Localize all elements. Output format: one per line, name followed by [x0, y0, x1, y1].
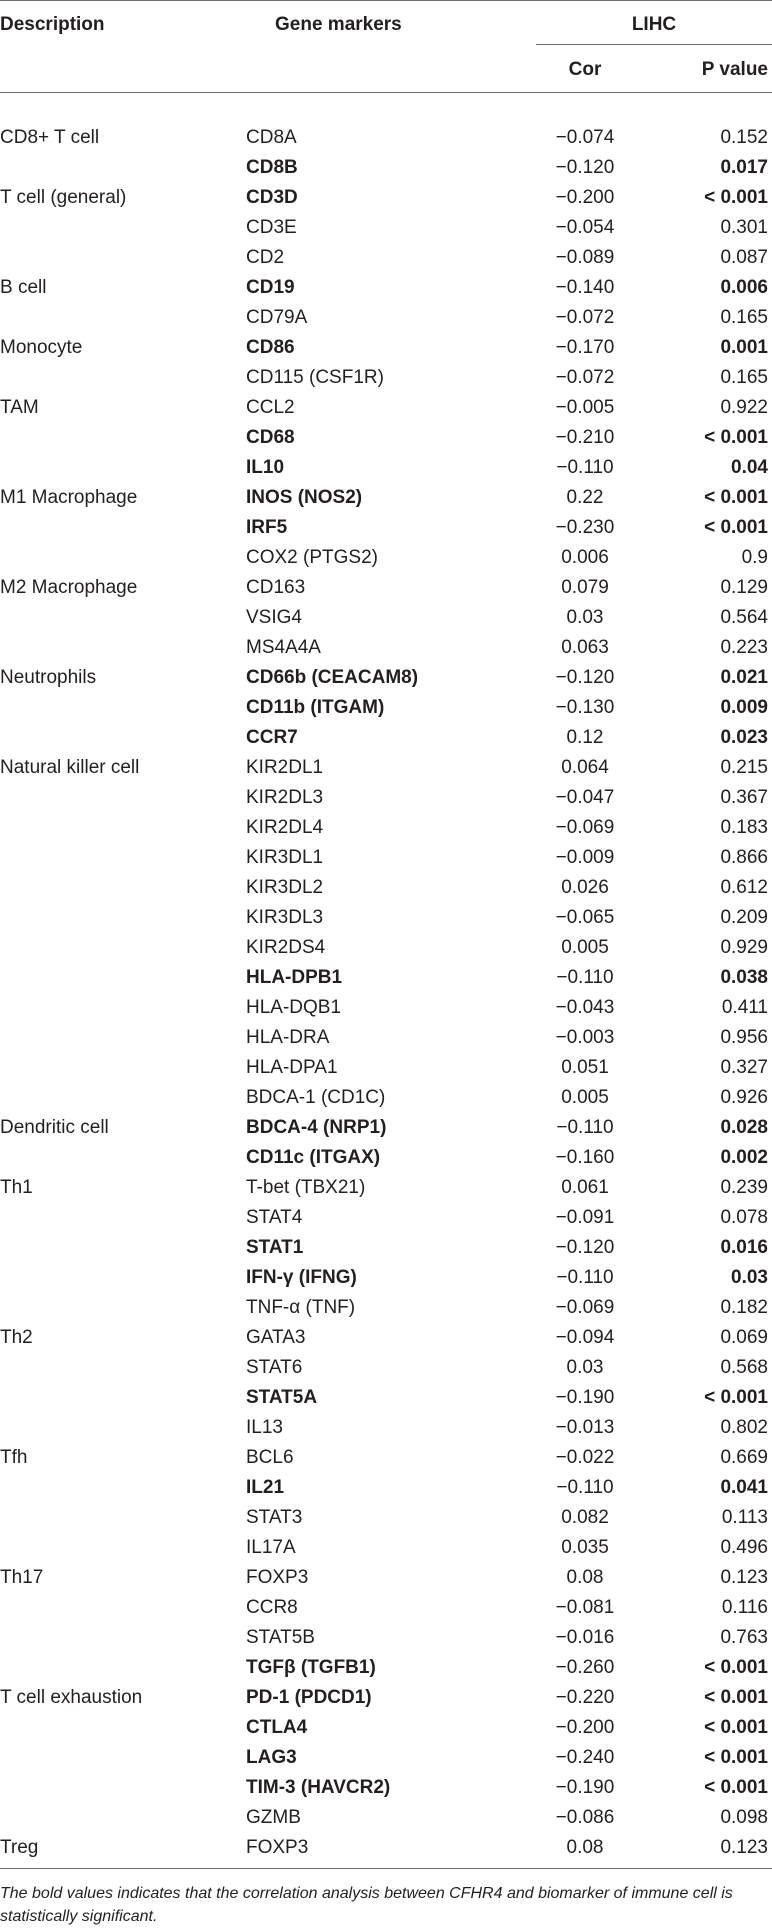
cell-p-value: 0.367: [720, 787, 768, 808]
cell-cor: −0.069: [555, 1297, 615, 1318]
table-row: [0, 1683, 772, 1713]
cell-gene-marker: VSIG4: [246, 607, 302, 628]
cell-gene-marker: CD2: [246, 247, 285, 268]
cell-p-value: 0.9: [741, 547, 768, 568]
table-row: [0, 1323, 772, 1353]
table-row: [0, 1353, 772, 1383]
cell-cor: 0.03: [566, 607, 604, 628]
header-description: Description: [0, 14, 105, 35]
cell-cor: −0.091: [555, 1207, 615, 1228]
cell-gene-marker: HLA-DPA1: [246, 1057, 338, 1078]
cell-p-value: 0.041: [720, 1477, 768, 1498]
cell-cor: −0.140: [555, 277, 615, 298]
cell-description: M1 Macrophage: [0, 487, 138, 508]
cell-cor: 0.08: [566, 1837, 604, 1858]
cell-gene-marker: FOXP3: [246, 1567, 309, 1588]
cell-cor: −0.009: [555, 847, 615, 868]
cell-gene-marker: STAT4: [246, 1207, 303, 1228]
cell-gene-marker: TGFβ (TGFB1): [246, 1657, 376, 1678]
cell-cor: 0.035: [561, 1537, 609, 1558]
cell-cor: 0.22: [566, 487, 604, 508]
cell-gene-marker: MS4A4A: [246, 637, 321, 658]
cell-cor: 0.082: [561, 1507, 609, 1528]
cell-cor: 0.064: [561, 757, 609, 778]
table-row: [0, 603, 772, 633]
cell-cor: −0.072: [555, 307, 615, 328]
cell-p-value: < 0.001: [704, 1777, 768, 1798]
table-body: [0, 123, 772, 1863]
header-cor: Cor: [568, 59, 602, 80]
cell-cor: −0.003: [555, 1027, 615, 1048]
cell-cor: −0.200: [555, 187, 615, 208]
cell-gene-marker: CD163: [246, 577, 306, 598]
cell-gene-marker: HLA-DPB1: [246, 967, 343, 988]
cell-gene-marker: FOXP3: [246, 1837, 309, 1858]
cell-p-value: 0.926: [720, 1087, 768, 1108]
cell-cor: 0.006: [561, 547, 609, 568]
table-row: [0, 483, 772, 513]
cell-p-value: < 0.001: [704, 487, 768, 508]
table-row: [0, 663, 772, 693]
table-row: [0, 1653, 772, 1683]
cell-p-value: 0.009: [720, 697, 768, 718]
table-row: [0, 1773, 772, 1803]
table-footnote: The bold values indicates that the correlation analysis between CFHR4 and biomarker of immune cell is statistically significant.: [0, 1885, 733, 1925]
table-row: [0, 903, 772, 933]
table-row: [0, 693, 772, 723]
cell-description: M2 Macrophage: [0, 577, 138, 598]
cell-p-value: 0.016: [720, 1237, 768, 1258]
cell-cor: 0.026: [561, 877, 609, 898]
table-row: [0, 423, 772, 453]
table-row: [0, 363, 772, 393]
cell-gene-marker: LAG3: [246, 1747, 297, 1768]
cell-p-value: 0.327: [720, 1057, 768, 1078]
cell-p-value: 0.496: [720, 1537, 768, 1558]
cell-gene-marker: INOS (NOS2): [246, 487, 363, 508]
cell-gene-marker: STAT5A: [246, 1387, 318, 1408]
cell-gene-marker: CCR8: [246, 1597, 298, 1618]
cell-gene-marker: HLA-DQB1: [246, 997, 342, 1018]
cell-cor: 0.03: [566, 1357, 604, 1378]
table-row: [0, 1293, 772, 1323]
table-row: [0, 1233, 772, 1263]
cell-cor: −0.130: [555, 697, 615, 718]
table-row: [0, 723, 772, 753]
cell-p-value: 0.239: [720, 1177, 768, 1198]
cell-description: CD8+ T cell: [0, 127, 100, 148]
cell-gene-marker: IL10: [246, 457, 285, 478]
table-row: [0, 843, 772, 873]
table-row: [0, 1263, 772, 1293]
cell-p-value: 0.223: [720, 637, 768, 658]
cell-cor: −0.230: [555, 517, 615, 538]
cell-gene-marker: CD79A: [246, 307, 308, 328]
top-rule: [0, 0, 772, 1]
cell-p-value: 0.669: [720, 1447, 768, 1468]
cell-gene-marker: STAT5B: [246, 1627, 315, 1648]
cell-gene-marker: CD8B: [246, 157, 298, 178]
cell-p-value: 0.03: [731, 1267, 768, 1288]
cell-cor: −0.160: [555, 1147, 615, 1168]
table-row: [0, 993, 772, 1023]
cell-cor: −0.016: [555, 1627, 615, 1648]
cell-cor: 0.063: [561, 637, 609, 658]
cell-description: Neutrophils: [0, 667, 97, 688]
cell-cor: −0.022: [555, 1447, 615, 1468]
table-row: [0, 1083, 772, 1113]
cell-p-value: 0.165: [720, 367, 768, 388]
cell-cor: −0.240: [555, 1747, 615, 1768]
cell-gene-marker: KIR3DL2: [246, 877, 324, 898]
table-row: [0, 1473, 772, 1503]
cell-gene-marker: GZMB: [246, 1807, 301, 1828]
cell-gene-marker: IL21: [246, 1477, 285, 1498]
table-row: [0, 1713, 772, 1743]
cell-gene-marker: COX2 (PTGS2): [246, 547, 378, 568]
cell-gene-marker: CD11c (ITGAX): [246, 1147, 381, 1168]
cell-cor: −0.110: [556, 1267, 614, 1288]
table-row: [0, 543, 772, 573]
table-row: [0, 1533, 772, 1563]
cell-cor: −0.190: [555, 1387, 615, 1408]
cell-gene-marker: GATA3: [246, 1327, 306, 1348]
cell-p-value: 0.001: [720, 337, 768, 358]
cell-gene-marker: CD3E: [246, 217, 297, 238]
cell-gene-marker: BCL6: [246, 1447, 294, 1468]
cell-p-value: 0.956: [720, 1027, 768, 1048]
cell-gene-marker: KIR3DL3: [246, 907, 324, 928]
table-row: [0, 1413, 772, 1443]
table-row: [0, 1113, 772, 1143]
cell-cor: −0.110: [556, 1477, 614, 1498]
table-row: [0, 243, 772, 273]
cell-p-value: 0.802: [720, 1417, 768, 1438]
cell-gene-marker: CD11b (ITGAM): [246, 697, 385, 718]
cell-description: Th2: [0, 1327, 33, 1348]
cell-gene-marker: KIR3DL1: [246, 847, 324, 868]
table-row: [0, 963, 772, 993]
cell-gene-marker: CD19: [246, 277, 295, 298]
table-row: [0, 513, 772, 543]
cell-gene-marker: BDCA-4 (NRP1): [246, 1117, 387, 1138]
cell-p-value: 0.098: [720, 1807, 768, 1828]
cell-gene-marker: STAT6: [246, 1357, 303, 1378]
cell-p-value: 0.929: [720, 937, 768, 958]
bottom-rule: [0, 1868, 772, 1869]
cell-description: Treg: [0, 1837, 39, 1858]
cell-p-value: 0.866: [720, 847, 768, 868]
cell-p-value: 0.301: [720, 217, 768, 238]
cell-gene-marker: STAT3: [246, 1507, 303, 1528]
cell-gene-marker: CCR7: [246, 727, 298, 748]
cell-cor: −0.081: [555, 1597, 615, 1618]
cell-p-value: 0.209: [720, 907, 768, 928]
cell-gene-marker: KIR2DL3: [246, 787, 324, 808]
table-row: [0, 753, 772, 783]
cell-gene-marker: HLA-DRA: [246, 1027, 330, 1048]
cell-p-value: 0.922: [720, 397, 768, 418]
cell-description: T cell (general): [0, 187, 127, 208]
table-row: [0, 1593, 772, 1623]
cell-p-value: 0.152: [720, 127, 768, 148]
cell-p-value: < 0.001: [704, 517, 768, 538]
cell-gene-marker: CCL2: [246, 397, 295, 418]
cell-cor: −0.260: [555, 1657, 615, 1678]
table-row: [0, 183, 772, 213]
table-row: [0, 873, 772, 903]
cell-gene-marker: CD66b (CEACAM8): [246, 667, 419, 688]
cell-p-value: 0.411: [721, 997, 768, 1018]
cell-gene-marker: IRF5: [246, 517, 288, 538]
cell-cor: −0.089: [555, 247, 615, 268]
cell-p-value: 0.069: [720, 1327, 768, 1348]
cell-p-value: 0.183: [720, 817, 768, 838]
table-row: [0, 933, 772, 963]
cell-p-value: 0.763: [720, 1627, 768, 1648]
cell-gene-marker: CD3D: [246, 187, 298, 208]
group-rule: [536, 44, 772, 45]
table-row: [0, 1563, 772, 1593]
table-row: [0, 783, 772, 813]
table-row: [0, 123, 772, 153]
cell-cor: −0.047: [555, 787, 615, 808]
cell-cor: 0.08: [566, 1567, 604, 1588]
cell-p-value: < 0.001: [704, 427, 768, 448]
table-row: [0, 1023, 772, 1053]
table-row: [0, 393, 772, 423]
cell-cor: −0.190: [555, 1777, 615, 1798]
cell-p-value: < 0.001: [704, 1747, 768, 1768]
table-row: [0, 1443, 772, 1473]
cell-cor: −0.054: [555, 217, 615, 238]
cell-cor: −0.120: [555, 157, 615, 178]
cell-cor: −0.170: [555, 337, 615, 358]
cell-p-value: 0.021: [720, 667, 768, 688]
header-gene-markers: Gene markers: [275, 14, 402, 35]
cell-p-value: 0.215: [720, 757, 768, 778]
cell-p-value: 0.612: [720, 877, 768, 898]
cell-cor: −0.043: [555, 997, 615, 1018]
cell-cor: −0.069: [555, 817, 615, 838]
table-row: [0, 1743, 772, 1773]
cell-description: B cell: [0, 277, 47, 298]
cell-gene-marker: IL13: [246, 1417, 283, 1438]
cell-cor: −0.110: [556, 1117, 614, 1138]
table-row: [0, 153, 772, 183]
table-row: [0, 633, 772, 663]
cell-cor: 0.005: [561, 937, 609, 958]
cell-p-value: 0.123: [720, 1837, 768, 1858]
cell-p-value: 0.002: [720, 1147, 768, 1168]
cell-gene-marker: BDCA-1 (CD1C): [246, 1087, 386, 1108]
cell-gene-marker: PD-1 (PDCD1): [246, 1687, 372, 1708]
header-p-value: P value: [701, 59, 768, 80]
cell-gene-marker: CD8A: [246, 127, 297, 148]
table-row: [0, 1203, 772, 1233]
cell-p-value: 0.123: [720, 1567, 768, 1588]
cell-p-value: 0.087: [720, 247, 768, 268]
cell-gene-marker: TIM-3 (HAVCR2): [246, 1777, 391, 1798]
cell-gene-marker: CD115 (CSF1R): [246, 367, 384, 388]
header-rule: [0, 92, 772, 93]
cell-cor: −0.074: [555, 127, 615, 148]
cell-p-value: 0.006: [720, 277, 768, 298]
cell-cor: −0.072: [555, 367, 615, 388]
table-row: [0, 1173, 772, 1203]
table-row: [0, 813, 772, 843]
table-row: [0, 573, 772, 603]
cell-cor: −0.013: [555, 1417, 615, 1438]
cell-cor: 0.061: [561, 1177, 609, 1198]
table-row: [0, 273, 772, 303]
cell-description: TAM: [0, 397, 39, 418]
cell-description: Tfh: [0, 1447, 28, 1468]
cell-cor: 0.051: [561, 1057, 609, 1078]
cell-cor: 0.005: [561, 1087, 609, 1108]
cell-p-value: 0.129: [720, 577, 768, 598]
table-row: [0, 213, 772, 243]
cell-gene-marker: TNF-α (TNF): [246, 1297, 356, 1318]
cell-cor: −0.005: [555, 397, 615, 418]
cell-p-value: 0.113: [721, 1507, 768, 1528]
cell-cor: −0.220: [555, 1687, 615, 1708]
cell-gene-marker: CD68: [246, 427, 295, 448]
cell-cor: −0.200: [555, 1717, 615, 1738]
cell-p-value: 0.078: [720, 1207, 768, 1228]
cell-cor: −0.086: [555, 1807, 615, 1828]
table-row: [0, 1833, 772, 1863]
cell-p-value: 0.038: [720, 967, 768, 988]
cell-p-value: 0.04: [731, 457, 768, 478]
table-row: [0, 1623, 772, 1653]
cell-cor: −0.065: [555, 907, 615, 928]
cell-p-value: 0.116: [721, 1597, 768, 1618]
cell-description: Monocyte: [0, 337, 83, 358]
cell-description: Th1: [0, 1177, 33, 1198]
cell-cor: −0.094: [555, 1327, 615, 1348]
table-row: [0, 1143, 772, 1173]
table-row: [0, 1383, 772, 1413]
cell-cor: −0.210: [555, 427, 615, 448]
cell-gene-marker: T-bet (TBX21): [246, 1177, 366, 1198]
cell-cor: 0.079: [561, 577, 609, 598]
cell-description: Natural killer cell: [0, 757, 140, 778]
cell-description: Dendritic cell: [0, 1117, 109, 1138]
cell-gene-marker: IL17A: [246, 1537, 296, 1558]
cell-gene-marker: CTLA4: [246, 1717, 308, 1738]
table-row: [0, 1053, 772, 1083]
cell-gene-marker: IFN-γ (IFNG): [246, 1267, 357, 1288]
cell-description: T cell exhaustion: [0, 1687, 143, 1708]
cell-p-value: 0.182: [720, 1297, 768, 1318]
cell-p-value: < 0.001: [704, 1687, 768, 1708]
cell-cor: −0.110: [556, 457, 614, 478]
table-row: [0, 303, 772, 333]
cell-p-value: < 0.001: [704, 1387, 768, 1408]
cell-gene-marker: KIR2DL4: [246, 817, 324, 838]
table-row: [0, 1503, 772, 1533]
cell-cor: −0.120: [555, 1237, 615, 1258]
cell-p-value: 0.017: [720, 157, 768, 178]
cell-p-value: < 0.001: [704, 1717, 768, 1738]
table-row: [0, 453, 772, 483]
cell-p-value: < 0.001: [704, 187, 768, 208]
cell-p-value: < 0.001: [704, 1657, 768, 1678]
table-row: [0, 333, 772, 363]
cell-gene-marker: KIR2DS4: [246, 937, 326, 958]
cell-cor: 0.12: [566, 727, 604, 748]
cell-p-value: 0.165: [720, 307, 768, 328]
cell-p-value: 0.023: [720, 727, 768, 748]
cell-description: Th17: [0, 1567, 44, 1588]
cell-gene-marker: KIR2DL1: [246, 757, 324, 778]
cell-cor: −0.120: [555, 667, 615, 688]
header-group: LIHC: [631, 14, 677, 35]
cell-p-value: 0.568: [720, 1357, 768, 1378]
cell-p-value: 0.564: [720, 607, 768, 628]
cell-cor: −0.110: [556, 967, 614, 988]
table-row: [0, 1803, 772, 1833]
cell-gene-marker: STAT1: [246, 1237, 304, 1258]
cell-p-value: 0.028: [720, 1117, 768, 1138]
cell-gene-marker: CD86: [246, 337, 295, 358]
